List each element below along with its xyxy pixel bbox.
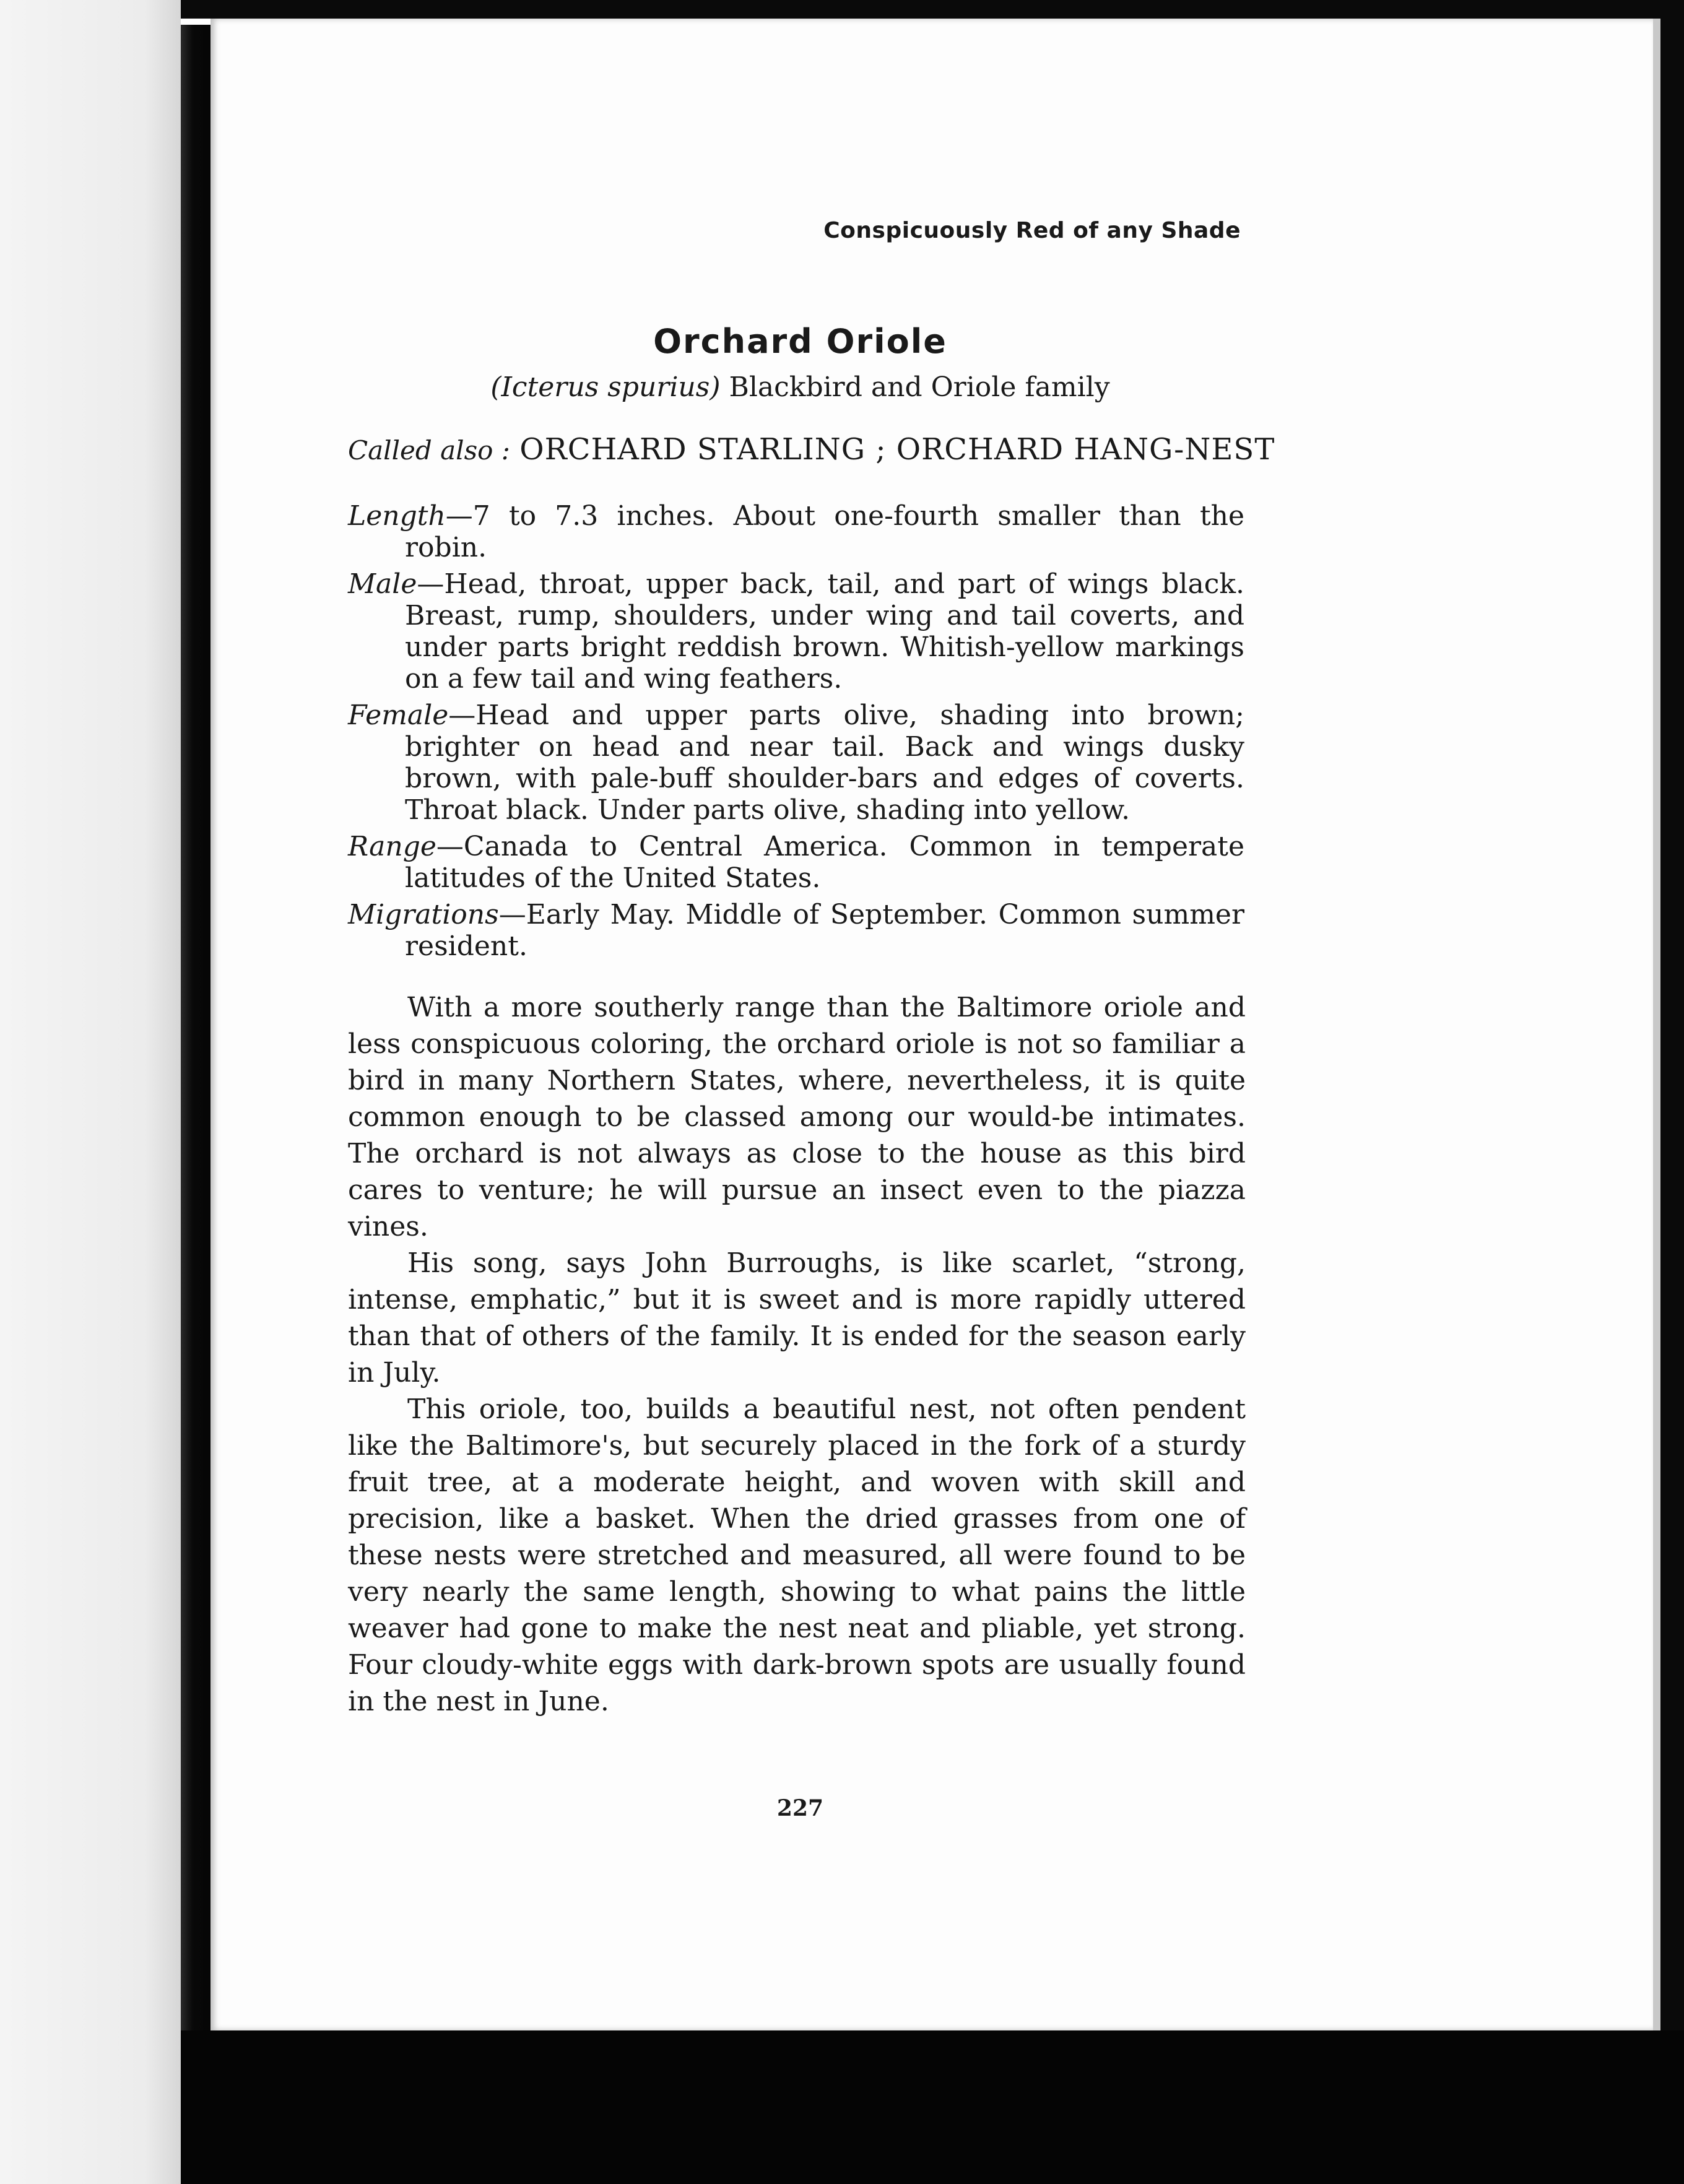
entry-text: —Early May. Middle of September. Common summer resident. bbox=[405, 899, 1244, 962]
entry-male bbox=[348, 568, 1244, 695]
entry-female bbox=[348, 700, 1244, 826]
called-also bbox=[348, 432, 1275, 467]
entry-text: —Head, throat, upper back, tail, and part of wings black. Breast, rump, shoulders, under wing and tail coverts, and under parts bright reddish brown. Whitish-yellow markings on a few tail and wing feathers. bbox=[405, 568, 1244, 695]
entry-label: Female bbox=[348, 700, 449, 731]
running-head: Conspicuously Red of any Shade bbox=[823, 218, 1241, 243]
entry-label: Range bbox=[348, 831, 436, 862]
book-page bbox=[210, 19, 1660, 2030]
entry-text: —7 to 7.3 inches. About one-fourth smaller than the robin. bbox=[405, 500, 1244, 563]
paragraph: With a more southerly range than the Baltimore oriole and less conspicuous coloring, the orchard oriole is not so familiar a bird in many Northern States, where, nevertheless, it is quite common enough to be classed among our would-be intimates. The orchard is not always as close to the house as this bird cares to venture; he will pursue an insect even to the piazza vines. bbox=[348, 992, 1246, 1242]
entry-label: Length bbox=[348, 500, 446, 532]
description-entries bbox=[348, 500, 1244, 967]
scan-border-bottom bbox=[181, 2030, 1684, 2184]
entry-range bbox=[348, 831, 1244, 894]
entry-text: —Head and upper parts olive, shading into brown; brighter on head and near tail. Back and wings dusky brown, with pale-buff shoulder-bars and edges of coverts. Throat black. Under parts olive, shading into yellow. bbox=[405, 700, 1244, 826]
called-also-label: Called also : bbox=[348, 435, 510, 466]
entry-length bbox=[348, 500, 1244, 563]
body-text bbox=[348, 989, 1246, 1720]
entry-label: Migrations bbox=[348, 899, 499, 930]
facing-page-edge bbox=[0, 0, 181, 2184]
page-number: 227 bbox=[776, 1795, 824, 1821]
page-title: Orchard Oriole bbox=[653, 322, 947, 361]
family-name: Blackbird and Oriole family bbox=[729, 371, 1110, 403]
paragraph: His song, says John Burroughs, is like scarlet, “strong, intense, emphatic,” but it is sweet and is more rapidly uttered than that of others of the family. It is ended for the season early in July. bbox=[348, 1247, 1246, 1389]
paragraph: This oriole, too, builds a beautiful nest, not often pendent like the Baltimore's, but securely placed in the fork of a sturdy fruit tree, at a moderate height, and woven with skill and precision, like a basket. When the dried grasses from one of these nests were stretched and measured, all were found to be very nearly the same length, showing to what pains the little weaver had gone to make the nest neat and pliable, yet strong. Four cloudy-white eggs with dark-brown spots are usually found in the nest in June. bbox=[348, 1393, 1246, 1717]
scientific-name: (Icterus spurius) bbox=[490, 371, 721, 403]
called-also-names: ORCHARD STARLING ; ORCHARD HANG-NEST bbox=[519, 432, 1275, 467]
entry-migrations bbox=[348, 899, 1244, 962]
entry-label: Male bbox=[348, 568, 417, 600]
book-gutter bbox=[181, 25, 210, 2043]
subtitle bbox=[210, 371, 1390, 403]
entry-text: —Canada to Central America. Common in temperate latitudes of the United States. bbox=[405, 831, 1244, 894]
scan-border-top bbox=[181, 0, 1684, 19]
